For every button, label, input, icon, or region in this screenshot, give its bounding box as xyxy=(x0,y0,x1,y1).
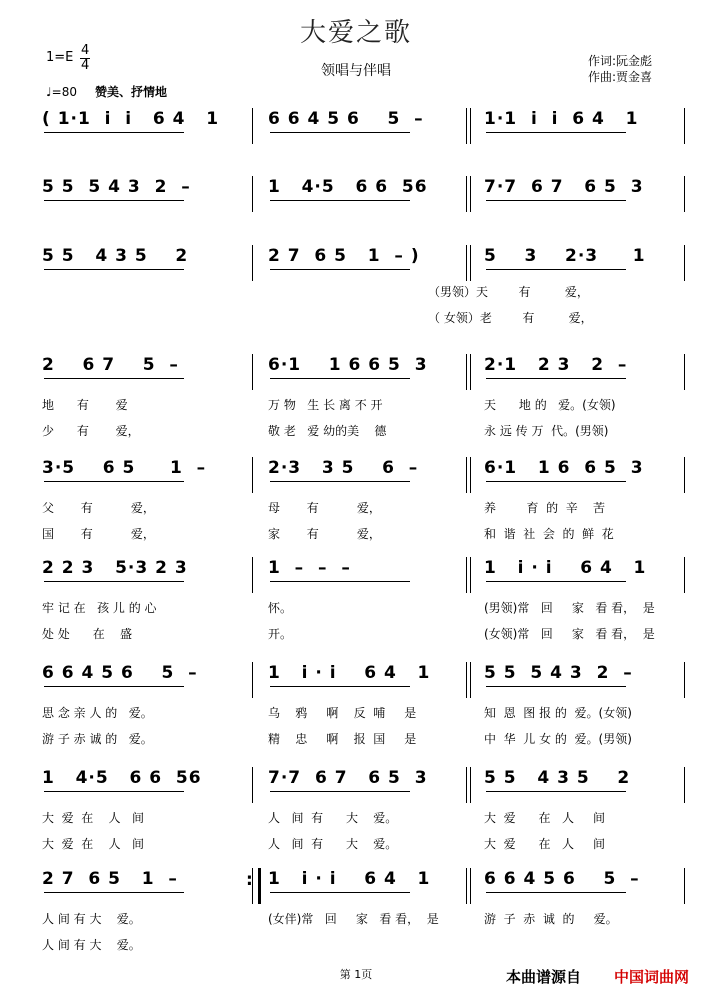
lyric-line: 少 有 爱， xyxy=(42,424,140,438)
measure-notes: 2·1 2 3 2 – xyxy=(484,355,628,375)
lyric-line: 父 有 爱， xyxy=(42,501,155,515)
key-signature: 1=E xyxy=(46,50,74,65)
source-site-link[interactable]: 中国词曲网 xyxy=(614,968,690,986)
lyric-line: 人 间 有 大 爱。 xyxy=(42,912,141,926)
measure-notes: 7·7 6 7 6 5 3 xyxy=(484,177,644,197)
beam-line xyxy=(270,378,410,379)
lyric-line: 地 有 爱 xyxy=(42,398,128,412)
beam-line xyxy=(270,481,410,482)
lyric-line: 思 念 亲 人 的 爱。 xyxy=(42,706,153,720)
barline xyxy=(470,354,471,390)
lyric-line: 家 有 爱， xyxy=(268,527,381,541)
beam-line xyxy=(270,686,410,687)
measure-notes: 5 5 5 4 3 2 – xyxy=(484,663,633,683)
beam-line xyxy=(44,791,184,792)
lyric-line: 敬 老 爱 幼的美 德 xyxy=(268,424,387,438)
barline xyxy=(252,557,253,593)
measure-notes: 2·3 3 5 6 – xyxy=(268,458,419,478)
lyric-line: 国 有 爱， xyxy=(42,527,155,541)
source-label: 本曲谱源自 xyxy=(506,968,582,986)
lyric-line: 中 华 儿 女 的 爱。(男领) xyxy=(484,732,632,746)
barline xyxy=(466,457,467,493)
measure-notes: 7·7 6 7 6 5 3 xyxy=(268,768,428,788)
barline xyxy=(684,662,685,698)
beam-line xyxy=(486,581,626,582)
barline xyxy=(466,662,467,698)
barline xyxy=(466,108,467,144)
barline xyxy=(684,557,685,593)
barline xyxy=(252,662,253,698)
lyric-line: 母 有 爱， xyxy=(268,501,381,515)
measure-notes: 6 6 4 5 6 5 – xyxy=(484,869,640,889)
lyric-line: 精 忠 啊 报 国 是 xyxy=(268,732,417,746)
lyric-line: （男领）天 有 爱， xyxy=(428,285,589,299)
barline xyxy=(252,176,253,212)
beam-line xyxy=(486,686,626,687)
lyric-line: (女伴)常 回 家 看 看， 是 xyxy=(268,912,439,926)
barline xyxy=(252,767,253,803)
beam-line xyxy=(486,200,626,201)
subtitle: 领唱与伴唱 xyxy=(321,63,391,79)
measure-notes: 6 6 4 5 6 5 – xyxy=(42,663,198,683)
barline xyxy=(470,662,471,698)
page-number: 第 1页 xyxy=(339,968,373,981)
tempo-marking xyxy=(46,83,167,100)
lyric-line: 和 谐 社 会 的 鲜 花 xyxy=(484,527,614,541)
barline xyxy=(470,176,471,212)
lyric-line: 处 处 在 盛 xyxy=(42,627,132,641)
lyric-line: 牢 记 在 孩 儿 的 心 xyxy=(42,601,157,615)
barline xyxy=(684,868,685,904)
measure-notes: 5 5 4 3 5 2 xyxy=(42,246,189,266)
lyric-line: 知 恩 图 报 的 爱。(女领) xyxy=(484,706,632,720)
barline xyxy=(470,108,471,144)
lyric-line: 大 爱 在 人 间 xyxy=(42,811,144,825)
beam-line xyxy=(44,892,184,893)
measure-notes: 1 i · i 6 4 1 xyxy=(268,663,431,683)
lyric-line: 人 间 有 大 爱。 xyxy=(42,938,141,952)
lyric-line: 人 间 有 大 爱。 xyxy=(268,837,398,851)
lyric-line: (女领)常 回 家 看 看， 是 xyxy=(484,627,655,641)
lyric-line: 人 间 有 大 爱。 xyxy=(268,811,398,825)
beam-line xyxy=(44,132,184,133)
beam-line xyxy=(44,581,184,582)
tempo-value: ♩=80 xyxy=(46,85,77,99)
barline xyxy=(466,767,467,803)
beam-line xyxy=(270,269,410,270)
beam-line xyxy=(486,378,626,379)
beam-line xyxy=(44,269,184,270)
measure-notes: ( 1·1 i i 6 4 1 xyxy=(42,109,220,129)
measure-notes: 6·1 1 6 6 5 3 xyxy=(484,458,644,478)
beam-line xyxy=(486,269,626,270)
lyric-line: 游 子 赤 诚 的 爱。 xyxy=(484,912,618,926)
barline xyxy=(470,245,471,281)
measure-notes: 2 7 6 5 1 – ) xyxy=(268,246,420,266)
beam-line xyxy=(44,378,184,379)
measure-notes: 6 6 4 5 6 5 – xyxy=(268,109,424,129)
lyricist: 作词:阮金彪 xyxy=(588,54,653,68)
measure-notes: 2 2 3 5·3 2 3 xyxy=(42,558,188,578)
barline xyxy=(466,176,467,212)
beam-line xyxy=(486,132,626,133)
barline xyxy=(684,176,685,212)
expression-mark: 赞美、抒情地 xyxy=(94,85,167,99)
barline xyxy=(252,245,253,281)
barline xyxy=(470,868,471,904)
measure-notes: 1 i · i 6 4 1 xyxy=(484,558,647,578)
beam-line xyxy=(270,200,410,201)
barline xyxy=(684,108,685,144)
repeat-dots: : xyxy=(246,870,253,890)
barline xyxy=(470,457,471,493)
beam-line xyxy=(44,686,184,687)
lyric-line: 大 爱 在 人 间 xyxy=(484,811,606,825)
song-title: 大爱之歌 xyxy=(299,18,412,48)
barline xyxy=(684,354,685,390)
lyric-line: 万 物 生 长 离 不 开 xyxy=(268,398,383,412)
beam-line xyxy=(486,791,626,792)
time-bottom: 4 xyxy=(81,58,90,73)
lyric-line: 怀。 xyxy=(268,601,293,615)
lyric-line: 大 爱 在 人 间 xyxy=(42,837,144,851)
barline xyxy=(684,767,685,803)
lyric-line: 天 地 的 爱。(女领) xyxy=(484,398,616,412)
beam-line xyxy=(486,481,626,482)
beam-line xyxy=(44,200,184,201)
measure-notes: 1 4·5 6 6 56 xyxy=(268,177,428,197)
measure-notes: 2 7 6 5 1 – xyxy=(42,869,178,889)
beam-line xyxy=(270,791,410,792)
beam-line xyxy=(270,581,410,582)
barline xyxy=(470,557,471,593)
measure-notes: 3·5 6 5 1 – xyxy=(42,458,207,478)
barline xyxy=(684,245,685,281)
measure-notes: 5 5 5 4 3 2 – xyxy=(42,177,191,197)
beam-line xyxy=(44,481,184,482)
time-top: 4 xyxy=(81,43,90,58)
beam-line xyxy=(270,892,410,893)
credits xyxy=(588,53,652,85)
barline xyxy=(466,245,467,281)
lyric-line: 游 子 赤 诚 的 爱。 xyxy=(42,732,153,746)
beam-line xyxy=(270,132,410,133)
barline xyxy=(684,457,685,493)
composer: 作曲:贾金喜 xyxy=(588,70,653,84)
measure-notes: 6·1 1 6 6 5 3 xyxy=(268,355,428,375)
measure-notes: 1 – – – xyxy=(268,558,351,578)
lyric-line: 养 育 的 辛 苦 xyxy=(484,501,606,515)
lyric-line: 开。 xyxy=(268,627,293,641)
barline xyxy=(252,354,253,390)
lyric-line: （ 女领）老 有 爱， xyxy=(428,311,593,325)
beam-line xyxy=(486,892,626,893)
barline xyxy=(252,108,253,144)
measure-notes: 5 3 2·3 1 xyxy=(484,246,646,266)
measure-notes: 1 i · i 6 4 1 xyxy=(268,869,431,889)
measure-notes: 2 6 7 5 – xyxy=(42,355,179,375)
lyric-line: (男领)常 回 家 看 看， 是 xyxy=(484,601,655,615)
barline xyxy=(466,354,467,390)
barline xyxy=(252,457,253,493)
measure-notes: 5 5 4 3 5 2 xyxy=(484,768,631,788)
barline xyxy=(466,868,467,904)
measure-notes: 1 4·5 6 6 56 xyxy=(42,768,202,788)
measure-notes: 1·1 i i 6 4 1 xyxy=(484,109,639,129)
barline xyxy=(466,557,467,593)
lyric-line: 永 远 传 万 代。(男领) xyxy=(484,424,609,438)
repeat-barline-thick xyxy=(258,868,261,904)
lyric-line: 大 爱 在 人 间 xyxy=(484,837,606,851)
barline xyxy=(470,767,471,803)
lyric-line: 乌 鸦 啊 反 哺 是 xyxy=(268,706,417,720)
